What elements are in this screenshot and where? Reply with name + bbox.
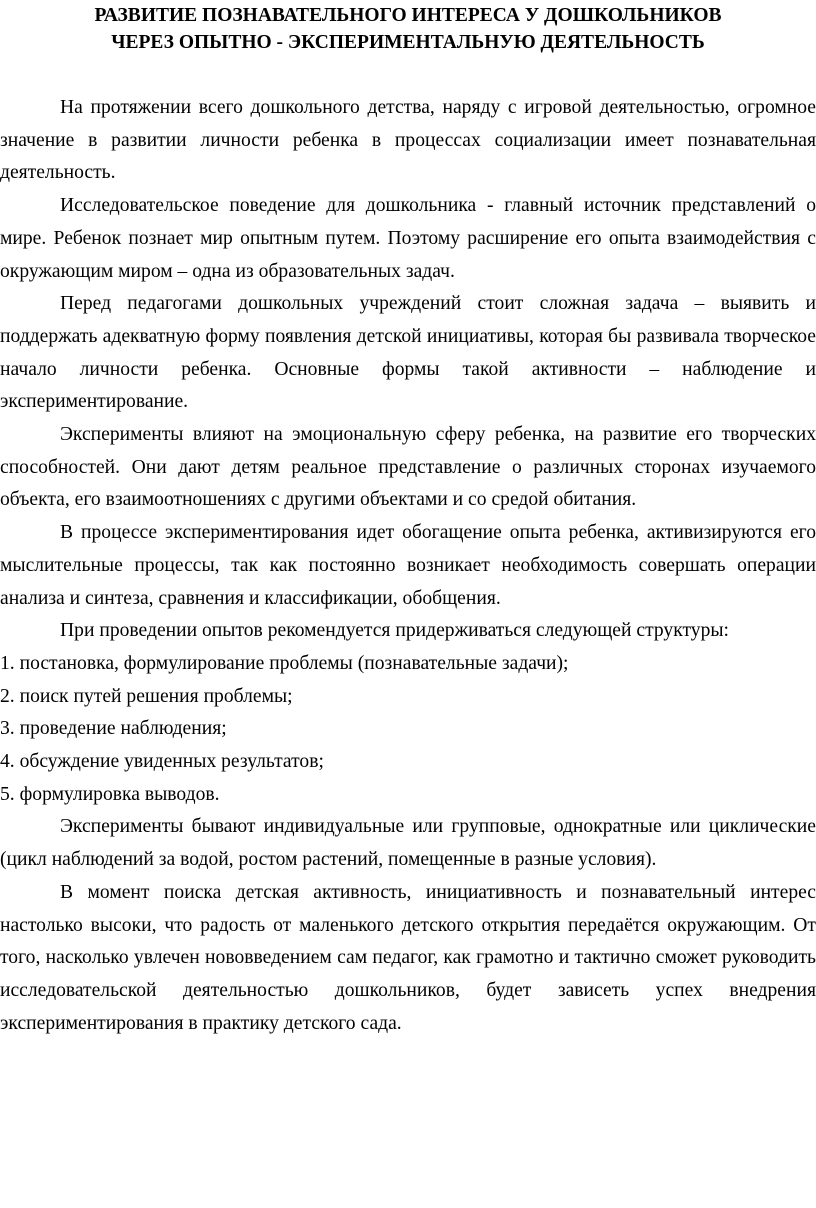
paragraph-3: Перед педагогами дошкольных учреждений стоит сложная задача – выявить и поддержать адекватную форму появления детской инициативы, которая бы развивала творческое начало личности ребенка. Основные формы такой активности – наблюдение и экспериментирование. xyxy=(0,293,816,413)
document-title xyxy=(0,2,816,56)
paragraph-8: В момент поиска детская активность, инициативность и познавательный интерес настолько высоки, что радость от маленького детского открытия передаётся окружающим. От того, насколько увлечен нововведением сам педагог, как грамотно и тактично сможет руководить исследовательской деятельностью дошкольников, будет зависеть успех внедрения экспериментирования в практику детского сада. xyxy=(0,881,816,1034)
paragraph-6: При проведении опытов рекомендуется придерживаться следующей структуры: xyxy=(60,620,729,642)
list-item-3: 3. проведение наблюдения; xyxy=(0,718,227,740)
list-item-2: 2. поиск путей решения проблемы; xyxy=(0,685,293,707)
title-line-1: РАЗВИТИЕ ПОЗНАВАТЕЛЬНОГО ИНТЕРЕСА У ДОШКОЛЬНИКОВ xyxy=(94,5,722,26)
list-item-1: 1. постановка, формулирование проблемы (познавательные задачи); xyxy=(0,652,569,674)
document-body xyxy=(0,92,816,1040)
paragraph-2: Исследовательское поведение для дошкольника - главный источник представлений о мире. Ребенок познает мир опытным путем. Поэтому расширение его опыта взаимодействия с окружающим миром – одна из образовательных задач. xyxy=(0,195,816,282)
list-item-4: 4. обсуждение увиденных результатов; xyxy=(0,751,324,773)
paragraph-7: Эксперименты бывают индивидуальные или групповые, однократные или циклические (цикл наблюдений за водой, ростом растений, помещенные в разные условия). xyxy=(0,816,816,871)
paragraph-5: В процессе экспериментирования идет обогащение опыта ребенка, активизируются его мыслительные процессы, так как постоянно возникает необходимость совершать операции анализа и синтеза, сравнения и классификации, обобщения. xyxy=(0,522,816,609)
paragraph-1: На протяжении всего дошкольного детства, наряду с игровой деятельностью, огромное значение в развитии личности ребенка в процессах социализации имеет познавательная деятельность. xyxy=(0,97,816,184)
list-item-5: 5. формулировка выводов. xyxy=(0,783,220,805)
paragraph-4: Эксперименты влияют на эмоциональную сферу ребенка, на развитие его творческих способностей. Они дают детям реальное представление о различных сторонах изучаемого объекта, его взаимоотношениях с другими объектами и со средой обитания. xyxy=(0,424,816,511)
title-line-2: ЧЕРЕЗ ОПЫТНО - ЭКСПЕРИМЕНТАЛЬНУЮ ДЕЯТЕЛЬНОСТЬ xyxy=(111,32,705,53)
